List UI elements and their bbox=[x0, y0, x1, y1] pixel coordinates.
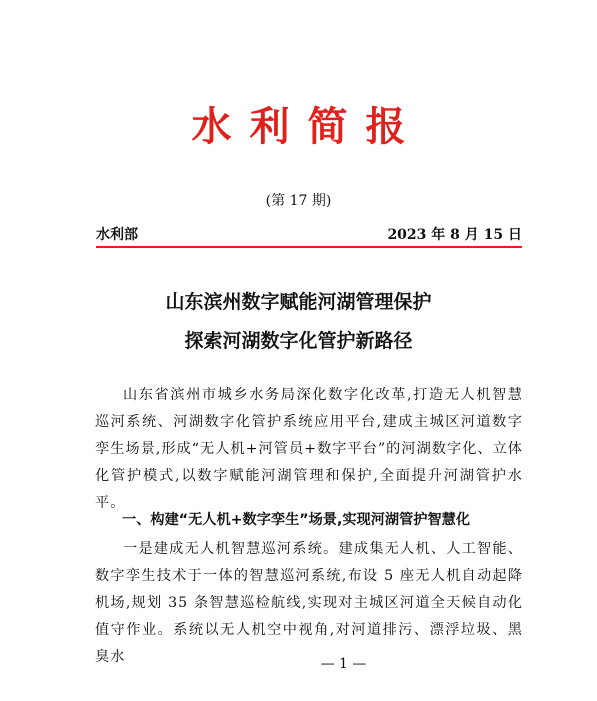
header-row bbox=[96, 224, 522, 244]
page-number: — 1 — bbox=[320, 656, 367, 672]
masthead-title: 水利简报 bbox=[191, 103, 424, 150]
section-heading-1: 一、构建“无人机+数字孪生”场景,实现河湖管护智慧化 bbox=[122, 512, 471, 528]
body-paragraph-2: 一是建成无人机智慧巡河系统。建成集无人机、人工智能、数字孪生技术于一体的智慧巡河系统,布设 5 座无人机自动起降机场,规划 35 条智慧巡检航线,实现对主城区河道全天候自动化值守作业。系统以无人机空中视角,对河道排污、漂浮垃圾、黑臭水 bbox=[95, 541, 523, 665]
body-paragraph-intro: 山东省滨州市城乡水务局深化数字化改革,打造无人机智慧巡河系统、河湖数字化管护系统应用平台,建成主城区河道数字孪生场景,形成“无人机+河管员+数字平台”的河湖数字化、立体化管护模式,以数字赋能河湖管理和保护,全面提升河湖管护水平。 bbox=[95, 387, 523, 511]
header-divider bbox=[96, 246, 522, 248]
publication-date: 2023 年 8 月 15 日 bbox=[387, 227, 522, 243]
issuing-organization: 水利部 bbox=[96, 227, 138, 243]
article-title-line-1: 山东滨州数字赋能河湖管理保护 bbox=[165, 291, 432, 313]
article-title-line-2: 探索河湖数字化管护新路径 bbox=[184, 330, 413, 352]
issue-number: (第 17 期) bbox=[265, 193, 332, 209]
